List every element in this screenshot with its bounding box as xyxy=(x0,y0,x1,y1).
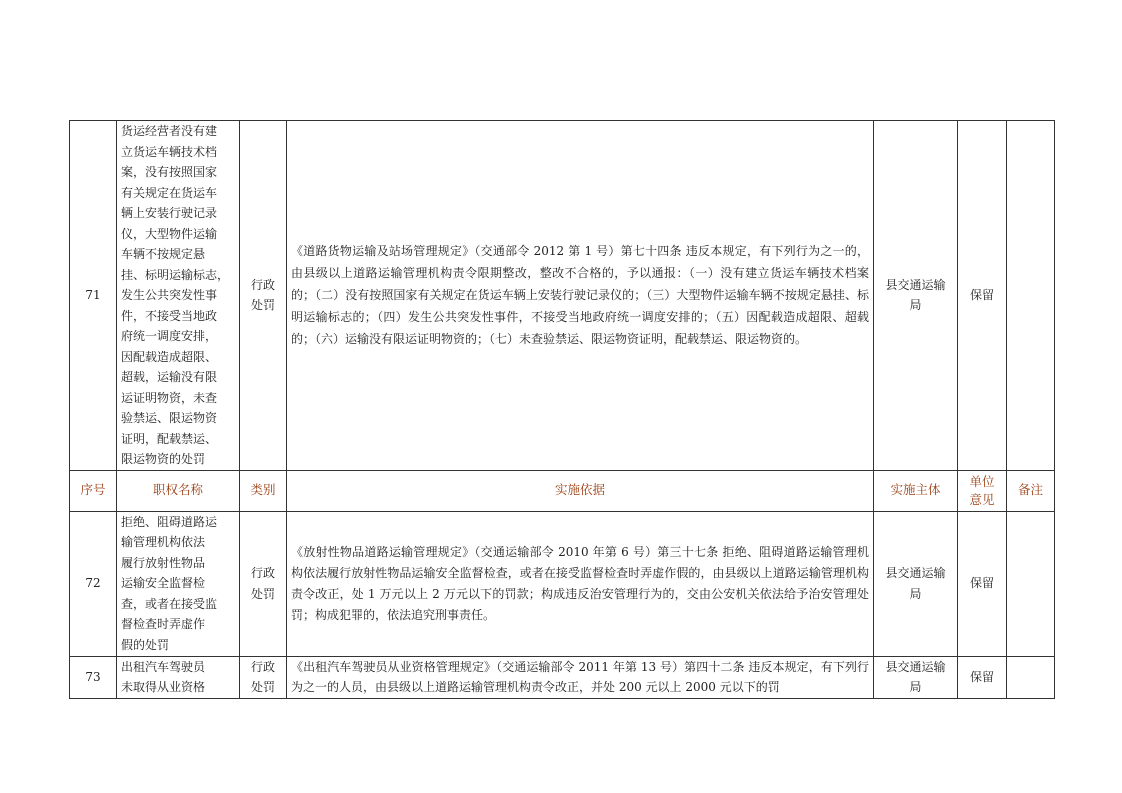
unit-opinion: 保留 xyxy=(958,121,1007,471)
implementing-subject: 县交通运输 局 xyxy=(874,511,958,656)
table-header-row xyxy=(70,470,1055,511)
legal-basis: 《出租汽车驾驶员从业资格管理规定》（交通运输部令 2011 年第 13 号）第四十二条 违反本规定，有下列行为之一的人员，由县级以上道路运输管理机构责令改正，并处 200 元以上 2000 元以下的罚 xyxy=(287,656,874,698)
table-row xyxy=(70,656,1055,698)
header-basis: 实施依据 xyxy=(287,470,874,511)
category: 行政 处罚 xyxy=(240,511,287,656)
document-table xyxy=(69,120,1055,699)
legal-basis: 《道路货物运输及站场管理规定》（交通部令 2012 第 1 号）第七十四条 违反本规定，有下列行为之一的，由县级以上道路运输管理机构责令限期整改，整改不合格的，予以通报：（一）没有建立货运车辆技术档案的；（二）没有按照国家有关规定在货运车辆上安装行驶记录仪的；（三）大型物件运输车辆不按规定悬挂、标明运输标志的；（四）发生公共突发性事件，不接受当地政府统一调度安排的；（五）因配载造成超限、超载的；（六）运输没有限运证明物资的；（七）未查验禁运、限运物资证明，配载禁运、限运物资的。 xyxy=(287,121,874,471)
header-name: 职权名称 xyxy=(117,470,240,511)
power-name: 出租汽车驾驶员 未取得从业资格 xyxy=(117,656,240,698)
table-row xyxy=(70,121,1055,471)
table-row xyxy=(70,511,1055,656)
remark xyxy=(1007,121,1055,471)
row-number: 73 xyxy=(70,656,117,698)
remark xyxy=(1007,511,1055,656)
legal-basis: 《放射性物品道路运输管理规定》（交通运输部令 2010 年第 6 号）第三十七条 拒绝、阻碍道路运输管理机构依法履行放射性物品运输安全监督检查，或者在接受监督检查时弄虚作假的，由县级以上道路运输管理机构责令改正，处 1 万元以上 2 万元以下的罚款；构成违反治安管理行为的，交由公安机关依法给予治安管理处罚；构成犯罪的，依法追究刑事责任。 xyxy=(287,511,874,656)
unit-opinion: 保留 xyxy=(958,511,1007,656)
header-remark: 备注 xyxy=(1007,470,1055,511)
category: 行政 处罚 xyxy=(240,121,287,471)
unit-opinion: 保留 xyxy=(958,656,1007,698)
remark xyxy=(1007,656,1055,698)
row-number: 71 xyxy=(70,121,117,471)
header-opinion: 单位 意见 xyxy=(958,470,1007,511)
header-category: 类别 xyxy=(240,470,287,511)
header-subject: 实施主体 xyxy=(874,470,958,511)
header-no: 序号 xyxy=(70,470,117,511)
power-name: 拒绝、阻碍道路运 输管理机构依法 履行放射性物品 运输安全监督检 查，或者在接受监 督检查时弄虚作 假的处罚 xyxy=(117,511,240,656)
implementing-subject: 县交通运输 局 xyxy=(874,121,958,471)
row-number: 72 xyxy=(70,511,117,656)
category: 行政 处罚 xyxy=(240,656,287,698)
power-name: 货运经营者没有建 立货运车辆技术档 案，没有按照国家 有关规定在货运车 辆上安装行驶记录 仪，大型物件运输 车辆不按规定悬 挂、标明运输标志， 发生公共突发性事 件，不接受当地政 府统一调度安排， 因配载造成超限、 超载，运输没有限 运证明物资，未查 验禁运、限运物资 证明，配载禁运、 限运物资的处罚 xyxy=(117,121,240,471)
implementing-subject: 县交通运输 局 xyxy=(874,656,958,698)
